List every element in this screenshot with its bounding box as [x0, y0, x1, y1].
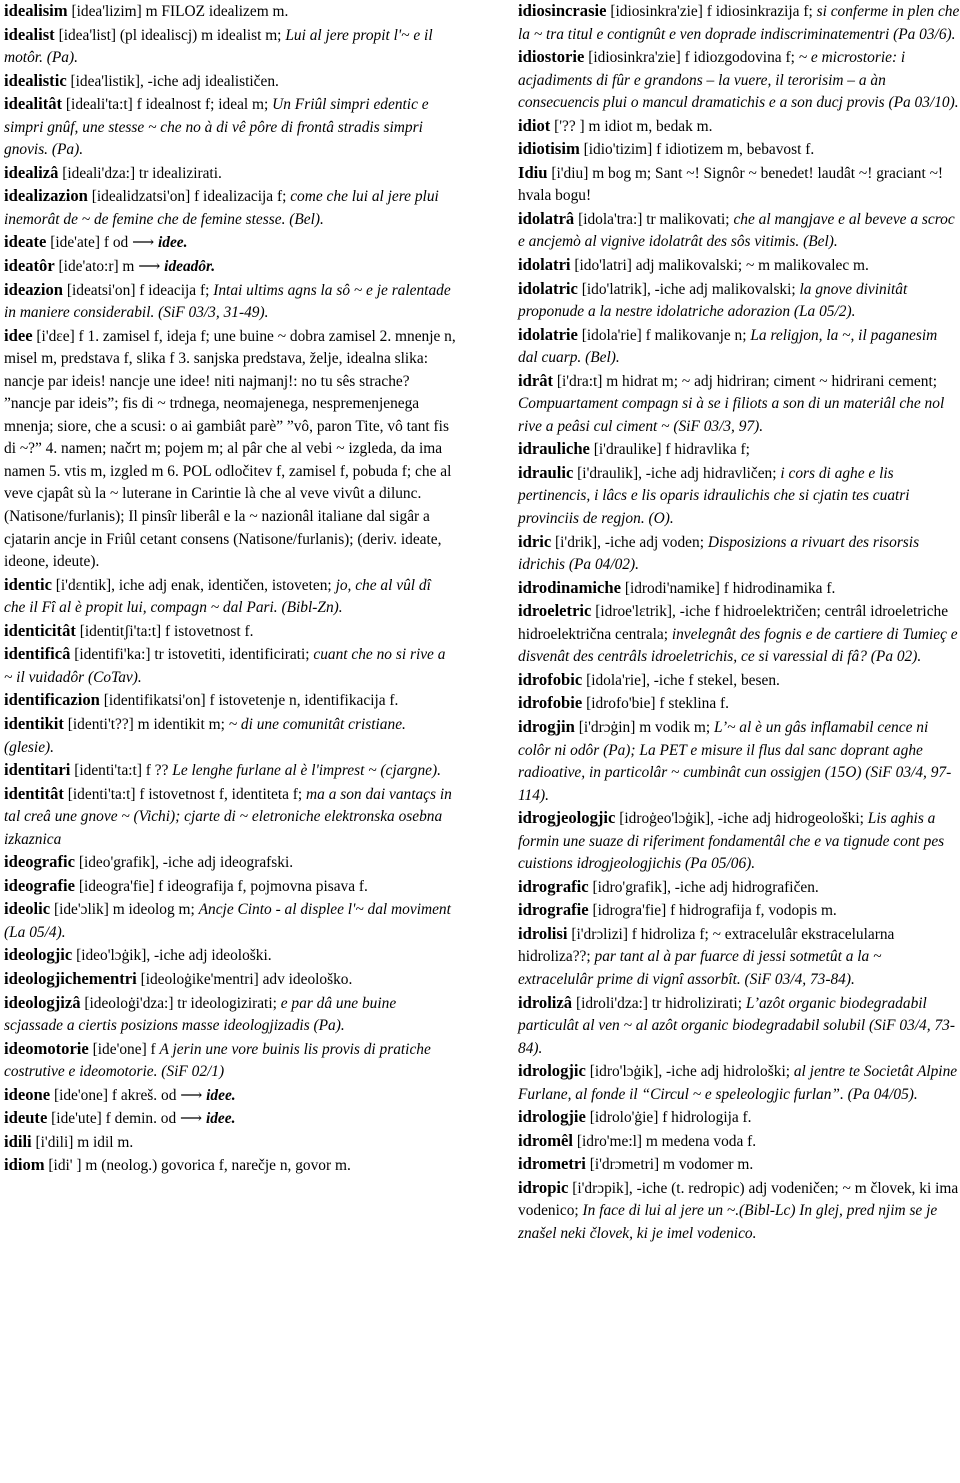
entry-example: Lui al jere propit l'~ e il motôr. (Pa).: [4, 26, 433, 67]
entry-example: ma a son dai vantaçs in tal creâ une gnove ~ (Vichi); cjarte di ~ eletroniche elektronska osebna izkaznica: [4, 785, 452, 848]
entry-headword: ideografic: [4, 852, 75, 872]
entry-example: al jentre te Societât Alpine Furlane, al fonde il “Circul ~ e speleologjic furlan”. (Pa 04/05).: [518, 1063, 958, 1103]
entry-definition: [idiosinkra'zie] f idiozgodovina f;: [584, 49, 799, 67]
entry-definition: [i'draulike] f hidravlika f;: [589, 441, 750, 459]
entry-example: cuant che no si rive a ~ il vuidadôr (CoTav).: [4, 646, 446, 686]
entry-definition: [ide'one] f: [88, 1040, 160, 1058]
entry-definition: [i'diu] m bog m; Sant ~! Signôr ~ benedet! laudât ~! graciant ~! hvala bogu!: [518, 164, 944, 205]
dictionary-entry: [4, 689, 456, 713]
dictionary-entry: [4, 185, 456, 231]
entry-example: invelegnât des fognis e de cartiere di Tumieç e disvenât des centrâls idroeletrichis, ce si varessial di fâ? (Pa 02).: [518, 625, 958, 666]
dictionary-entry: [4, 1084, 456, 1108]
entry-example: Le lenghe furlane al è l'imprest ~ (cjargne).: [172, 762, 441, 780]
dictionary-entry: [4, 93, 456, 162]
dictionary-entry: [518, 716, 960, 807]
entry-definition: [i'drɔmetri] m vodomer m.: [585, 1156, 754, 1174]
entry-headword: ideolic: [4, 899, 51, 919]
entry-headword: idiom: [4, 1155, 45, 1175]
entry-example: A jerin une vore buinis lis provis di pratiche costrutive e ideomotorie. (SiF 02/1): [4, 1040, 431, 1081]
entry-definition: [ideo'grafik], -iche adj ideografski.: [74, 854, 294, 872]
entry-headword: identicitât: [4, 620, 76, 640]
entry-definition: [i'drɔġin] m vodik m;: [574, 718, 715, 736]
entry-headword: idiostorie: [518, 47, 585, 67]
entry-example: Lis aghis a formin une suaze di riferiment fondamentâl che e va tignude cont pes cuistions idrogjeologjichis (Pa 05/06).: [518, 810, 945, 873]
dictionary-entry: [4, 0, 456, 24]
entry-headword: idealizâ: [4, 162, 59, 182]
dictionary-entry: [518, 0, 960, 46]
entry-example: Un Friûl simpri edentic e simpri gnûf, une stesse ~ che no à di vê pôre di frontâ stradis simpri gnovis. (Pa).: [4, 96, 429, 159]
entry-definition: [ideoloġi'dza:] tr ideologizirati;: [80, 994, 281, 1012]
entry-crossref: idee.: [205, 1110, 236, 1128]
entry-definition: [idola'tra:] tr malikovati;: [574, 210, 734, 228]
entry-definition: [i'drɔlizi] f hidroliza f; ~ extracelulâr ekstracelularna hidroliza??;: [518, 925, 895, 966]
dictionary-entry: [518, 46, 960, 115]
entry-headword: identitari: [4, 760, 71, 780]
entry-headword: idrofobic: [518, 669, 583, 689]
entry-headword: ideatôr: [4, 256, 55, 276]
entry-example: ~ di une comunitât cristiane. (glesie).: [4, 715, 406, 756]
entry-definition: [idiosinkra'zie] f idiosinkrazija f;: [606, 3, 817, 20]
entry-headword: identitât: [4, 783, 64, 803]
dictionary-entry: [4, 992, 456, 1038]
dictionary-entry: [518, 1060, 960, 1106]
entry-headword: idolatri: [518, 255, 571, 275]
entry-definition: [idrodi'namike] f hidrodinamika f.: [620, 579, 836, 597]
entry-headword: ideomotorie: [4, 1038, 89, 1058]
entry-headword: ideone: [4, 1084, 51, 1104]
entry-definition: [ide'ate] f od ⟶: [46, 234, 158, 252]
entry-definition: [identitʃi'ta:t] f istovetnost f.: [75, 622, 254, 640]
dictionary-entry: [4, 944, 456, 968]
dictionary-entry: [4, 783, 456, 852]
entry-example: par tant al à par fuarce di jessi sotmetût a la ~ extracelulâr prime di vignî assorbît. (SiF 03/4, 73-84).: [518, 948, 882, 988]
dictionary-entry: [518, 254, 960, 278]
entry-definition: [ide'ato:r] m ⟶: [54, 258, 165, 276]
entry-headword: idropic: [518, 1177, 569, 1197]
entry-definition: [i'dεntik], iche adj enak, identičen, istoveten;: [51, 576, 336, 594]
dictionary-entry: [4, 898, 456, 944]
entry-headword: ideologjic: [4, 945, 73, 965]
dictionary-entry: [4, 325, 456, 574]
entry-definition: [idrofo'bie] f steklina f.: [582, 695, 730, 713]
entry-headword: idroeletric: [518, 601, 592, 621]
entry-example: In face di lui al jere un ~.(Bibl-Lc) In glej, pred njim se je znašel neki človek, ki je imel vodenico.: [518, 1202, 938, 1242]
entry-crossref: idee.: [206, 1086, 236, 1104]
entry-headword: idealisim: [4, 1, 68, 20]
entry-headword: ideate: [4, 232, 47, 252]
entry-definition: [ide'ɔlik] m ideolog m;: [50, 901, 199, 919]
entry-definition: [identifi'ka:] tr istovetiti, identificirati;: [70, 646, 314, 664]
dictionary-entry: [518, 692, 960, 716]
dictionary-entry: [518, 370, 960, 439]
entry-definition: [idea'lizim] m FILOZ idealizem m.: [67, 3, 289, 20]
entry-definition: [ideali'dza:] tr idealizirati.: [58, 164, 222, 182]
dictionary-entry: [518, 600, 960, 669]
entry-definition: [ideali'ta:t] f idealnost f; ideal m;: [62, 96, 273, 114]
dictionary-entry: [4, 1038, 456, 1084]
entry-headword: identificazion: [4, 690, 100, 710]
entry-definition: [idola'rie], -iche f stekel, besen.: [582, 671, 780, 689]
entry-definition: [ide'ute] f demin. od ⟶: [47, 1110, 206, 1128]
entry-example: ~ e microstorie: i acjadiments di fûr e grandons – la vuere, il terorisim – a àn consecuencis plui o mancul dramatichis e a son ducj provis (Pa 03/10).: [518, 49, 959, 112]
dictionary-entry: [4, 70, 456, 94]
entry-definition: [i'dili] m idil m.: [31, 1133, 134, 1151]
entry-definition: [idroli'dza:] tr hidrolizirati;: [572, 994, 746, 1012]
dictionary-entry: [4, 255, 456, 279]
dictionary-entry: [518, 899, 960, 923]
entry-example: i cors di aghe e lis pertinencis, i lâcs e lis oparis idraulichis che si cjatin tes cuatri provinciis de regjon. (O).: [518, 464, 910, 528]
entry-example: la gnove divinitât proponude a la nestre idolatriche adorazion (La 05/2).: [518, 280, 908, 321]
entry-definition: [idio'tizim] f idiotizem m, bebavost f.: [579, 141, 815, 159]
entry-headword: idrolizâ: [518, 992, 573, 1012]
entry-example: jo, che al vûl dî che il Fî al è propit lui, compagn ~ dal Pari. (Bibl-Zn).: [4, 576, 431, 617]
entry-definition: [identi'ta:t] f istovetnost f, identiteta f;: [63, 785, 307, 803]
dictionary-entry: [4, 1107, 456, 1131]
entry-definition: [i'dεe] f 1. zamisel f, ideja f; une buine ~ dobra zamisel 2. mnenje n, misel m, predstava f, slika f 3. sanjska predstava, želje, idealna slika: nancje par ideis! nancje une idee! niti najmanj!: no tu sês strache? ”nancje par ideis”; fis di ~ trdnega, neomajenega, nespremenjenega mnenja; siore, che a scusi: o ai gambiât parè” ”vô, paron Tite, vô tant fis di ~?” 4. namen; načrt m; pojem m; al pâr che al vebi ~ izgleda, da ima namen 5. vtis m, izgled m 6. POL odločitev f, zamisel f, pobuda f; che al veve cjapât sù la ~ luterane in Carintie là che al veve vivût a dilunc. (Natisone/furlanis); Il pinsîr liberâl e la ~ nazionâl italiane dal sigâr a cjatarin ancje in Friûl cetant consens (Natisone/furlanis); (deriv. ideate, ideone, ideute).: [4, 327, 456, 571]
entry-definition: [i'drik], -iche adj voden;: [551, 533, 708, 551]
left-column: [4, 0, 456, 1178]
entry-headword: ideologjizâ: [4, 992, 81, 1012]
dictionary-entry: [518, 438, 960, 462]
entry-definition: [ideoloġike'mentri] adv ideološko.: [136, 970, 353, 988]
dictionary-entry: [518, 138, 960, 162]
dictionary-entry: [4, 713, 456, 759]
entry-headword: idolatric: [518, 278, 578, 298]
entry-definition: [i'draulik], -iche adj hidravličen;: [573, 464, 781, 482]
dictionary-entry: [518, 876, 960, 900]
entry-headword: idrologjic: [518, 1061, 586, 1081]
entry-definition: [ideogra'fie] f ideografija f, pojmovna pisava f.: [74, 877, 368, 895]
dictionary-entry: [4, 1154, 456, 1178]
entry-headword: idiosincrasie: [518, 1, 607, 20]
dictionary-entry: [4, 231, 456, 255]
entry-headword: idiotisim: [518, 139, 580, 159]
entry-definition: [ide'one] f akreš. od ⟶: [50, 1086, 207, 1104]
entry-headword: idrologjie: [518, 1107, 586, 1127]
dictionary-entry: [4, 162, 456, 186]
dictionary-entry: [4, 643, 456, 689]
entry-headword: idrât: [518, 370, 554, 390]
entry-example: e par dâ une buine scjassade a ciertis posizions masse ideologjizadis (Pa).: [4, 994, 397, 1035]
entry-definition: [ido'latrik], -iche adj malikovalski;: [577, 280, 800, 298]
entry-example: L’azôt organic biodegradabil particulât al ven ~ al azôt organic biodegradabil solubil (SiF 03/4, 73-84).: [518, 994, 955, 1057]
entry-headword: idealizazion: [4, 186, 88, 206]
dictionary-entry: [518, 531, 960, 577]
entry-definition: [idrogra'fie] f hidrografija f, vodopis m.: [588, 902, 837, 920]
dictionary-entry: [4, 279, 456, 325]
entry-definition: [identi'ta:t] f ??: [70, 762, 173, 780]
dictionary-entry: [518, 1106, 960, 1130]
entry-definition: [i'drɔpik], -iche (t. redropic) adj vodeničen; ~ m človek, ki ima vodenico;: [518, 1179, 959, 1220]
entry-definition: [identifikatsi'on] f istovetenje n, identifikacija f.: [99, 692, 399, 710]
entry-headword: idolatrie: [518, 324, 578, 344]
dictionary-entry: [518, 1130, 960, 1154]
entry-example: Ancje Cinto - al displee l'~ dal moviment (La 05/4).: [4, 901, 451, 941]
entry-headword: idrogjin: [518, 716, 575, 736]
entry-headword: idrogjeologjic: [518, 808, 616, 828]
entry-headword: idealitât: [4, 94, 63, 114]
entry-example: come che lui al jere plui inemorât de ~ de femine che de femine stesse. (Bel).: [4, 188, 439, 228]
dictionary-entry: [518, 577, 960, 601]
entry-headword: idiot: [518, 115, 551, 135]
entry-definition: [idro'me:l] m medena voda f.: [573, 1132, 757, 1150]
dictionary-entry: [518, 669, 960, 693]
entry-definition: [idea'list] (pl idealiscj) m idealist m;: [54, 26, 286, 44]
entry-headword: idromêl: [518, 1130, 573, 1150]
entry-definition: [idroġeo'lɔġik], -iche adj hidrogeološki;: [615, 810, 868, 828]
dictionary-entry: [4, 851, 456, 875]
entry-headword: Idiu: [518, 162, 548, 182]
entry-definition: [idi' ] m (neolog.) govorica f, narečje n, govor m.: [44, 1157, 351, 1175]
entry-crossref: ideadôr.: [164, 258, 216, 276]
entry-crossref: idee.: [158, 234, 188, 252]
entry-headword: ideute: [4, 1108, 48, 1128]
entry-headword: ideologjichementri: [4, 968, 137, 988]
entry-headword: ideazion: [4, 279, 64, 299]
dictionary-entry: [518, 324, 960, 370]
entry-headword: idili: [4, 1131, 32, 1151]
entry-headword: idraulic: [518, 462, 574, 482]
entry-definition: [i'dra:t] m hidrat m; ~ adj hidriran; ciment ~ hidrirani cement;: [553, 372, 938, 390]
entry-definition: [idealidzatsi'on] f idealizacija f;: [87, 188, 291, 206]
dictionary-entry: [518, 992, 960, 1061]
entry-definition: [idro'lɔġik], -iche adj hidrološki;: [585, 1063, 794, 1081]
dictionary-entry: [518, 162, 960, 208]
dictionary-entry: [518, 462, 960, 531]
entry-headword: idee: [4, 325, 33, 345]
entry-definition: [ideo'lɔġik], -iche adj ideološki.: [72, 947, 272, 965]
dictionary-entry: [518, 115, 960, 139]
entry-headword: idrodinamiche: [518, 577, 621, 597]
entry-headword: identificâ: [4, 644, 71, 664]
entry-definition: [identi't??] m identikit m;: [63, 715, 229, 733]
dictionary-entry: [518, 278, 960, 324]
entry-example: Disposizions a rivuart des risorsis idrichis (Pa 04/02).: [518, 533, 920, 574]
entry-headword: idrometri: [518, 1154, 586, 1174]
dictionary-entry: [518, 807, 960, 876]
entry-example: La religjon, la ~, il paganesim dal cuarp. (Bel).: [518, 326, 938, 367]
entry-headword: identic: [4, 574, 52, 594]
entry-definition: [ideatsi'on] f ideacija f;: [63, 281, 214, 299]
dictionary-entry: [4, 620, 456, 644]
entry-headword: idric: [518, 531, 552, 551]
entry-headword: idrofobie: [518, 693, 583, 713]
dictionary-entry: [518, 1153, 960, 1177]
entry-headword: ideografie: [4, 875, 75, 895]
entry-definition: [idea'listik], -iche adj idealističen.: [66, 72, 279, 90]
right-column: [518, 0, 960, 1246]
entry-example: che al mangjave e al beveve a scroc e ancjemò al vignive idolatrât des sôs vitimis. (Bel).: [518, 210, 955, 251]
entry-definition: [idola'rie] f malikovanje n;: [577, 326, 751, 344]
dictionary-entry: [4, 968, 456, 992]
entry-headword: idrografie: [518, 900, 589, 920]
dictionary-entry: [4, 1131, 456, 1155]
dictionary-entry: [518, 1177, 960, 1246]
entry-example: L’~ al è un gâs inflamabil cence ni colôr ni odôr (Pa); La PET e misure il flus dal sanc doprant aghe radioative, in particolâr ~ cumbinât cun ossigjen (15O) (SiF 03/4, 97-114).: [518, 718, 952, 804]
entry-headword: idealistic: [4, 70, 67, 90]
dictionary-entry: [4, 759, 456, 783]
entry-definition: [idrolo'ġie] f hidrologija f.: [585, 1109, 752, 1127]
entry-headword: idrolisi: [518, 923, 568, 943]
entry-headword: idrauliche: [518, 439, 590, 459]
entry-example: Compuartament compagn si à se i filiots a son di un materiâl che nol rive a peâsi cul ciment ~ (SiF 03/3, 97).: [518, 395, 945, 435]
entry-headword: identikit: [4, 713, 64, 733]
entry-headword: idolatrâ: [518, 208, 575, 228]
entry-definition: [idro'grafik], -iche adj hidrografičen.: [588, 878, 819, 896]
dictionary-entry: [4, 24, 456, 70]
entry-example: Intai ultims agns la sô ~ e je ralentade in maniere considerabil. (SiF 03/3, 31-49).: [4, 281, 451, 322]
dictionary-entry: [4, 574, 456, 620]
entry-definition: ['?? ] m idiot m, bedak m.: [550, 117, 713, 135]
entry-definition: [idroe'lεtrik], -iche f hidroelektričen; centrâl idroeletriche hidroelektrična centrala;: [518, 603, 949, 643]
entry-definition: [ido'latri] adj malikovalski; ~ m malikovalec m.: [570, 257, 869, 275]
dictionary-entry: [4, 875, 456, 899]
dictionary-entry: [518, 208, 960, 254]
entry-headword: idrografic: [518, 876, 589, 896]
entry-example: si conferme in plen che la ~ tra titul e contignût e ven doprade indiscriminatementri (Pa 03/6).: [518, 3, 960, 43]
dictionary-entry: [518, 923, 960, 992]
entry-headword: idealist: [4, 24, 55, 44]
